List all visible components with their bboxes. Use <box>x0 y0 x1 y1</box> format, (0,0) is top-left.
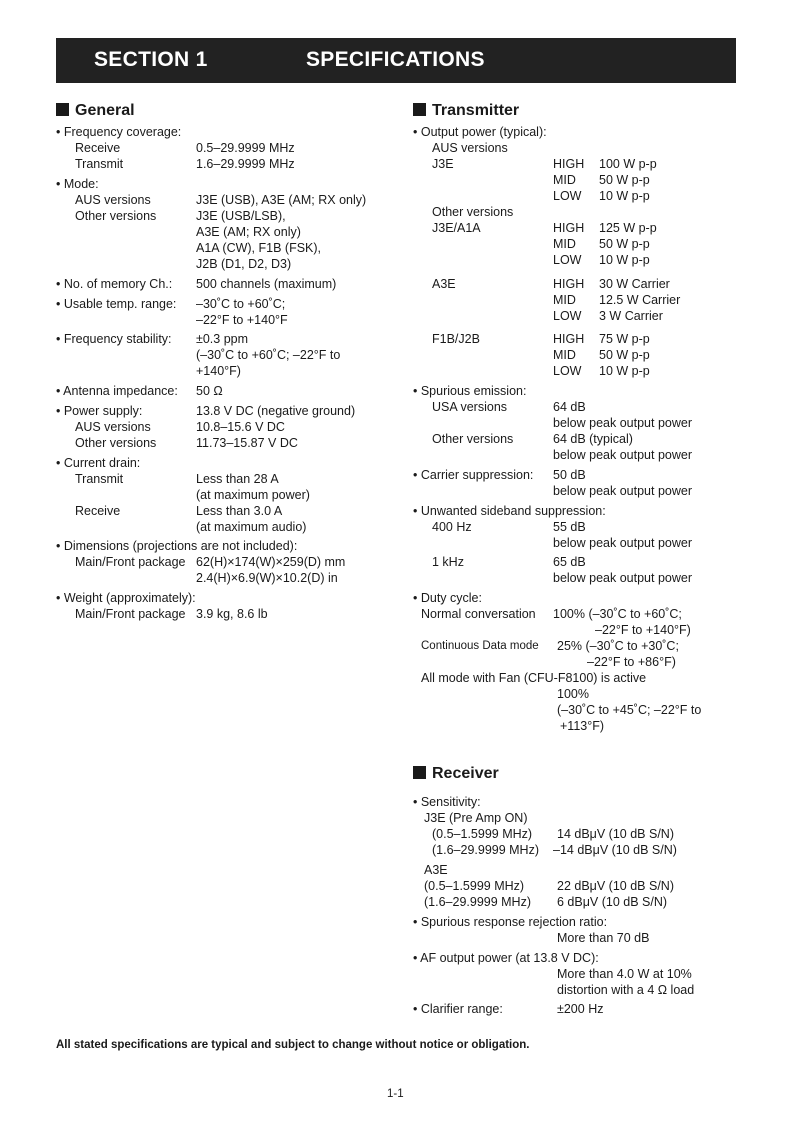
fan-mode-value: +113°F) <box>560 719 605 733</box>
temp-label: • Usable temp. range: <box>56 297 177 311</box>
sideband-400hz-value: below peak output power <box>553 536 692 550</box>
sens-range: (0.5–1.5999 MHz) <box>432 827 533 841</box>
mode-aus-label: AUS versions <box>75 193 151 207</box>
antenna-label: • Antenna impedance: <box>56 384 178 398</box>
af-output-label: • AF output power (at 13.8 V DC): <box>413 951 599 965</box>
current-rx-value: Less than 3.0 A <box>196 504 283 518</box>
carrier-suppression-label: • Carrier suppression: <box>413 468 534 482</box>
power-level-label: LOW <box>553 253 582 267</box>
weight-package-label: Main/Front package <box>75 607 186 621</box>
spurious-response-label: • Spurious response rejection ratio: <box>413 915 608 929</box>
current-tx-label: Transmit <box>75 472 124 486</box>
dimensions-value: 2.4(H)×6.9(W)×10.2(D) in <box>196 571 338 585</box>
power-supply-value: 13.8 V DC (negative ground) <box>196 404 356 418</box>
mode-other-value: A1A (CW), F1B (FSK), <box>196 241 322 255</box>
sens-a3e-label: A3E <box>424 863 448 877</box>
power-level-label: HIGH <box>553 277 585 291</box>
memory-value: 500 channels (maximum) <box>196 277 337 291</box>
sens-value: –14 dBμV (10 dB S/N) <box>553 843 677 857</box>
temp-value: –30˚C to +60˚C; <box>196 297 286 311</box>
power-level-label: LOW <box>553 364 582 378</box>
current-rx-value: (at maximum audio) <box>196 520 307 534</box>
stability-value: (–30˚C to +60˚C; –22°F to <box>196 348 341 362</box>
fan-mode-value: 100% <box>557 687 589 701</box>
freq-coverage-label: • Frequency coverage: <box>56 125 182 139</box>
dimensions-value: 62(H)×174(W)×259(D) mm <box>196 555 346 569</box>
normal-conversation-label: Normal conversation <box>421 607 536 621</box>
power-level-label: MID <box>553 293 576 307</box>
section-header <box>56 38 736 83</box>
usa-versions-value: below peak output power <box>553 416 692 430</box>
sens-value: 14 dBμV (10 dB S/N) <box>557 827 674 841</box>
carrier-suppression-value: below peak output power <box>553 484 692 498</box>
power-level-label: MID <box>553 173 576 187</box>
power-supply-label: • Power supply: <box>56 404 143 418</box>
fan-mode-label: All mode with Fan (CFU-F8100) is active <box>421 671 647 685</box>
clarifier-value: ±200 Hz <box>557 1002 604 1016</box>
square-bullet-icon <box>413 766 426 779</box>
page-title: SPECIFICATIONS <box>306 48 485 71</box>
dimensions-label: • Dimensions (projections are not included): <box>56 539 298 553</box>
sens-value: 22 dBμV (10 dB S/N) <box>557 879 674 893</box>
spur-other-value: 64 dB (typical) <box>553 432 633 446</box>
carrier-suppression-value: 50 dB <box>553 468 586 482</box>
current-drain-label: • Current drain: <box>56 456 141 470</box>
sideband-1khz-label: 1 kHz <box>432 555 464 569</box>
power-other-value: 11.73–15.87 V DC <box>196 436 298 450</box>
output-power-label: • Output power (typical): <box>413 125 547 139</box>
usa-versions-label: USA versions <box>432 400 508 414</box>
power-aus-label: AUS versions <box>75 420 151 434</box>
power-level-value: 10 W p-p <box>599 253 650 267</box>
transmitter-heading: Transmitter <box>413 102 519 120</box>
power-level-label: MID <box>553 348 576 362</box>
square-bullet-icon <box>413 103 426 116</box>
stability-value: ±0.3 ppm <box>196 332 249 346</box>
mode-j3e-label: J3E <box>432 157 454 171</box>
power-level-value: 125 W p-p <box>599 221 657 235</box>
mode-a3e-label: A3E <box>432 277 456 291</box>
receive-label: Receive <box>75 141 121 155</box>
mode-other-value: A3E (AM; RX only) <box>196 225 301 239</box>
power-level-label: HIGH <box>553 157 585 171</box>
sens-range: (1.6–29.9999 MHz) <box>432 843 540 857</box>
transmit-label: Transmit <box>75 157 124 171</box>
power-level-value: 12.5 W Carrier <box>599 293 681 307</box>
spur-other-label: Other versions <box>432 432 514 446</box>
power-level-value: 50 W p-p <box>599 173 650 187</box>
transmit-value: 1.6–29.9999 MHz <box>196 157 295 171</box>
power-level-label: HIGH <box>553 221 585 235</box>
current-tx-value: Less than 28 A <box>196 472 279 486</box>
mode-other-label: Other versions <box>75 209 157 223</box>
power-aus-value: 10.8–15.6 V DC <box>196 420 285 434</box>
normal-conversation-value: –22°F to +140°F) <box>595 623 691 637</box>
temp-value: –22°F to +140°F <box>196 313 288 327</box>
power-level-label: HIGH <box>553 332 585 346</box>
mode-other-value: J3E (USB/LSB), <box>196 209 286 223</box>
fan-mode-value: (–30˚C to +45˚C; –22°F to <box>557 703 702 717</box>
stability-value: +140°F) <box>196 364 241 378</box>
footnote: All stated specifications are typical and subject to change without notice or obligation. <box>56 1039 530 1051</box>
receiver-heading: Receiver <box>413 765 499 783</box>
spurious-response-value: More than 70 dB <box>557 931 650 945</box>
normal-conversation-value: 100% (–30˚C to +60˚C; <box>553 607 682 621</box>
sideband-400hz-label: 400 Hz <box>432 520 472 534</box>
mode-j3e-a1a-label: J3E/A1A <box>432 221 481 235</box>
current-rx-label: Receive <box>75 504 121 518</box>
power-level-value: 30 W Carrier <box>599 277 670 291</box>
general-heading: General <box>56 102 135 120</box>
weight-label: • Weight (approximately): <box>56 591 196 605</box>
power-level-label: LOW <box>553 189 582 203</box>
power-level-label: LOW <box>553 309 582 323</box>
power-level-value: 10 W p-p <box>599 189 650 203</box>
continuous-data-value: 25% (–30˚C to +30˚C; <box>557 639 679 653</box>
power-level-value: 3 W Carrier <box>599 309 663 323</box>
receive-value: 0.5–29.9999 MHz <box>196 141 295 155</box>
power-level-value: 10 W p-p <box>599 364 650 378</box>
sideband-1khz-value: below peak output power <box>553 571 692 585</box>
sens-range: (0.5–1.5999 MHz) <box>424 879 525 893</box>
aus-versions-label: AUS versions <box>432 141 508 155</box>
continuous-data-label: Continuous Data mode <box>421 640 539 652</box>
usa-versions-value: 64 dB <box>553 400 586 414</box>
current-tx-value: (at maximum power) <box>196 488 310 502</box>
other-versions-label: Other versions <box>432 205 514 219</box>
clarifier-label: • Clarifier range: <box>413 1002 503 1016</box>
power-other-label: Other versions <box>75 436 157 450</box>
mode-aus-value: J3E (USB), A3E (AM; RX only) <box>196 193 367 207</box>
sideband-400hz-value: 55 dB <box>553 520 586 534</box>
af-output-value: distortion with a 4 Ω load <box>557 983 695 997</box>
sideband-label: • Unwanted sideband suppression: <box>413 504 606 518</box>
mode-label: • Mode: <box>56 177 99 191</box>
sens-value: 6 dBμV (10 dB S/N) <box>557 895 668 909</box>
antenna-value: 50 Ω <box>196 384 223 398</box>
sideband-1khz-value: 65 dB <box>553 555 586 569</box>
dimensions-package-label: Main/Front package <box>75 555 186 569</box>
power-level-value: 50 W p-p <box>599 348 650 362</box>
power-level-value: 50 W p-p <box>599 237 650 251</box>
power-level-value: 75 W p-p <box>599 332 650 346</box>
power-level-label: MID <box>553 237 576 251</box>
square-bullet-icon <box>56 103 69 116</box>
mode-other-value: J2B (D1, D2, D3) <box>196 257 292 271</box>
memory-label: • No. of memory Ch.: <box>56 277 173 291</box>
mode-f1b-label: F1B/J2B <box>432 332 480 346</box>
power-level-value: 100 W p-p <box>599 157 657 171</box>
sens-j3e-label: J3E (Pre Amp ON) <box>424 811 528 825</box>
duty-cycle-label: • Duty cycle: <box>413 591 482 605</box>
continuous-data-value: –22°F to +86°F) <box>587 655 676 669</box>
section-number: SECTION 1 <box>94 48 208 71</box>
sensitivity-label: • Sensitivity: <box>413 795 481 809</box>
spur-other-value: below peak output power <box>553 448 692 462</box>
weight-value: 3.9 kg, 8.6 lb <box>196 607 268 621</box>
spurious-emission-label: • Spurious emission: <box>413 384 527 398</box>
stability-label: • Frequency stability: <box>56 332 172 346</box>
sens-range: (1.6–29.9999 MHz) <box>424 895 532 909</box>
af-output-value: More than 4.0 W at 10% <box>557 967 692 981</box>
page-number: 1-1 <box>387 1088 404 1100</box>
